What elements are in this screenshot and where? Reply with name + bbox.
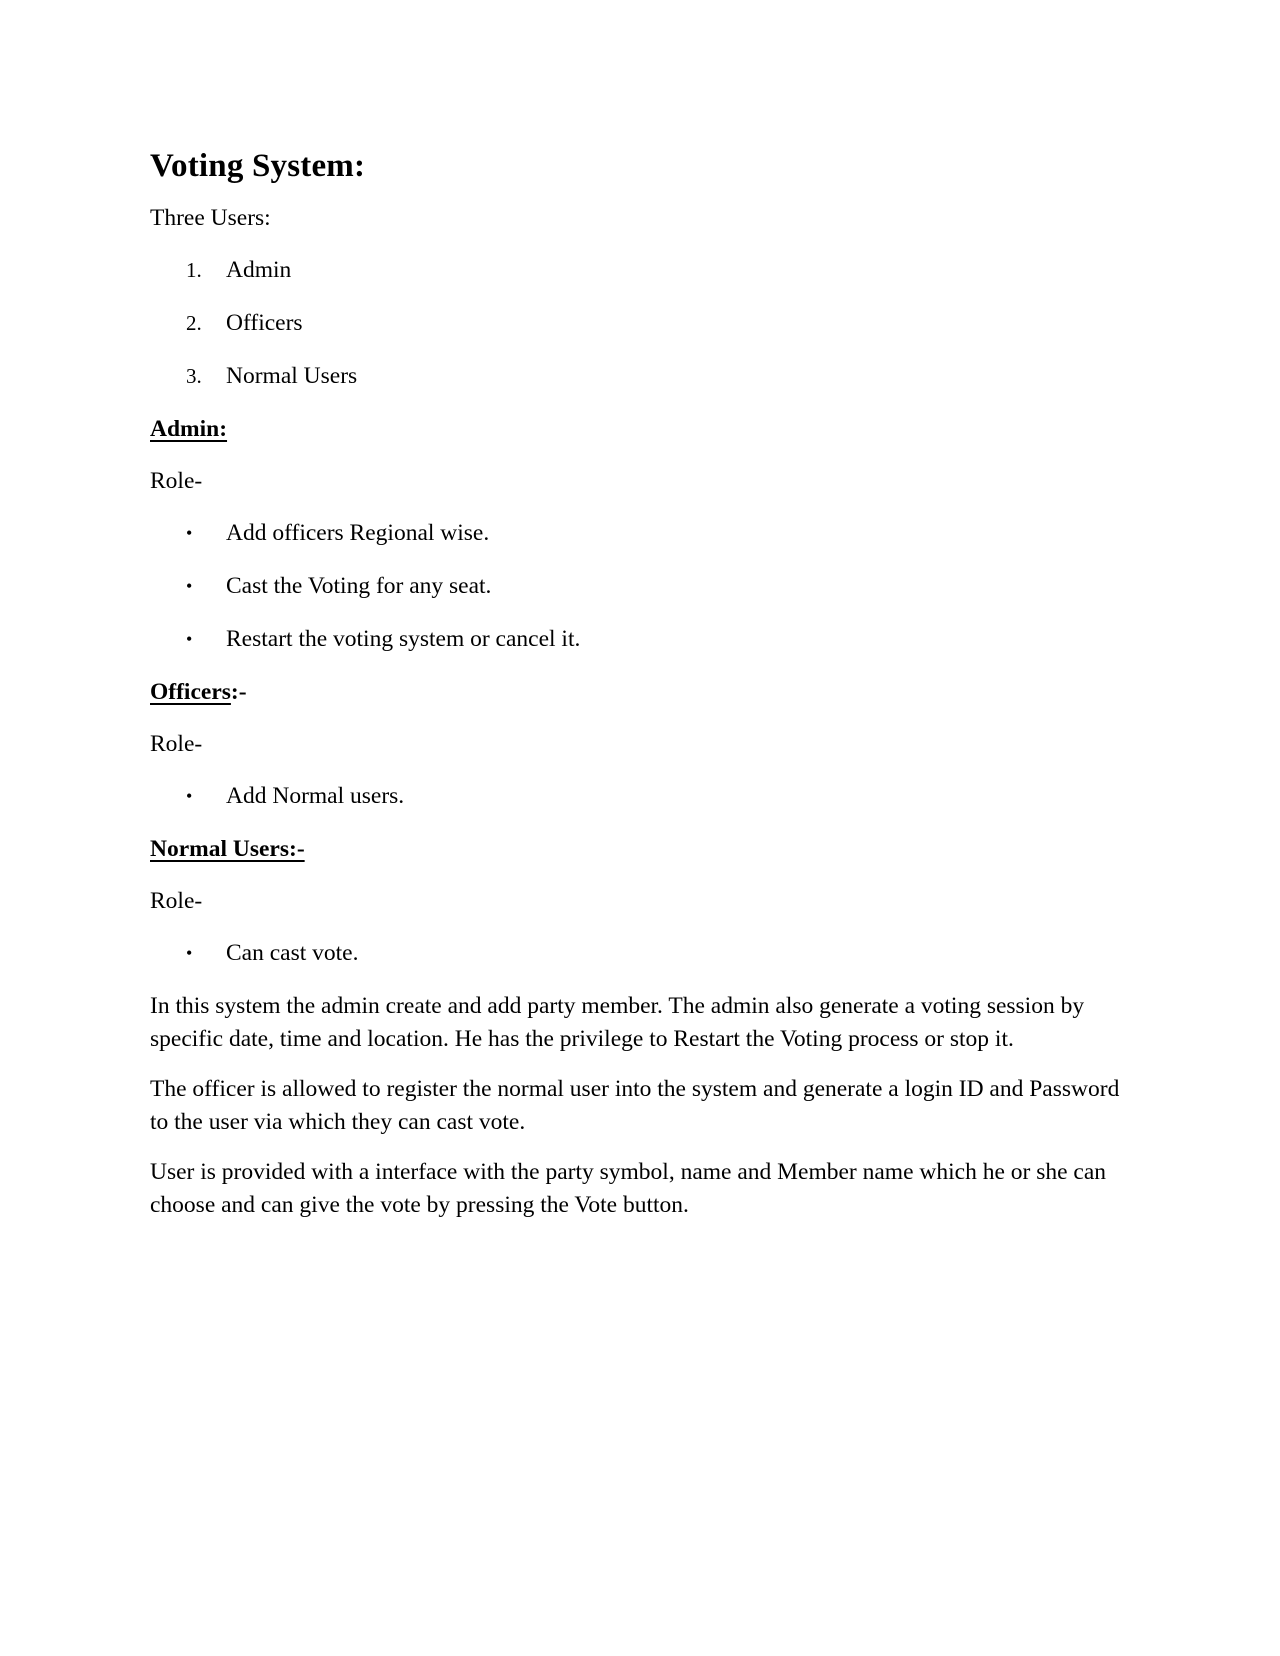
officers-roles-list bbox=[150, 780, 1130, 813]
body-paragraph-officer: The officer is allowed to register the normal user into the system and generate a login ID and Password to the user via which they can cast vote. bbox=[150, 1076, 1120, 1135]
list-item bbox=[150, 623, 1130, 656]
list-item bbox=[150, 254, 1130, 287]
users-intro: Three Users: bbox=[150, 205, 271, 231]
admin-role-label: Role- bbox=[150, 468, 203, 494]
bullet-icon: • bbox=[186, 943, 193, 963]
normal-users-role-label: Role- bbox=[150, 888, 203, 914]
list-item bbox=[150, 307, 1130, 340]
list-item bbox=[150, 780, 1130, 813]
list-item-label: Admin bbox=[226, 257, 292, 283]
list-number: 3. bbox=[186, 364, 202, 388]
body-paragraph-user: User is provided with a interface with the party symbol, name and Member name which he or she can choose and can give the vote by pressing the Vote button. bbox=[150, 1159, 1107, 1218]
admin-heading bbox=[150, 413, 1130, 446]
list-number: 1. bbox=[186, 258, 202, 282]
normal-users-roles-list bbox=[150, 937, 1130, 970]
list-number: 2. bbox=[186, 311, 202, 335]
bullet-icon: • bbox=[186, 629, 193, 649]
officers-role-label: Role- bbox=[150, 731, 203, 757]
body-paragraph-admin: In this system the admin create and add party member. The admin also generate a voting session by specific date, time and location. He has the privilege to Restart the Voting process or stop it. bbox=[150, 993, 1085, 1052]
document-title: Voting System: bbox=[150, 148, 366, 184]
officers-heading-suffix: :- bbox=[230, 679, 247, 705]
admin-heading-text: Admin: bbox=[150, 416, 228, 442]
list-item bbox=[150, 937, 1130, 970]
bullet-icon: • bbox=[186, 576, 193, 596]
officers-heading bbox=[150, 676, 1130, 709]
normal-users-heading-text: Normal Users:- bbox=[150, 836, 305, 862]
list-item-label: Add officers Regional wise. bbox=[226, 520, 490, 546]
list-item-label: Officers bbox=[226, 310, 303, 336]
list-item-label: Restart the voting system or cancel it. bbox=[226, 626, 581, 652]
bullet-icon: • bbox=[186, 786, 193, 806]
users-list bbox=[150, 254, 1130, 393]
officers-heading-text: Officers bbox=[150, 679, 231, 705]
list-item bbox=[150, 570, 1130, 603]
list-item bbox=[150, 360, 1130, 393]
bullet-icon: • bbox=[186, 523, 193, 543]
document-page bbox=[150, 146, 1130, 1239]
list-item-label: Normal Users bbox=[226, 363, 358, 389]
list-item-label: Cast the Voting for any seat. bbox=[226, 573, 492, 599]
list-item-label: Add Normal users. bbox=[226, 783, 405, 809]
list-item-label: Can cast vote. bbox=[226, 940, 359, 966]
list-item bbox=[150, 517, 1130, 550]
admin-roles-list bbox=[150, 517, 1130, 656]
normal-users-heading bbox=[150, 833, 1130, 866]
